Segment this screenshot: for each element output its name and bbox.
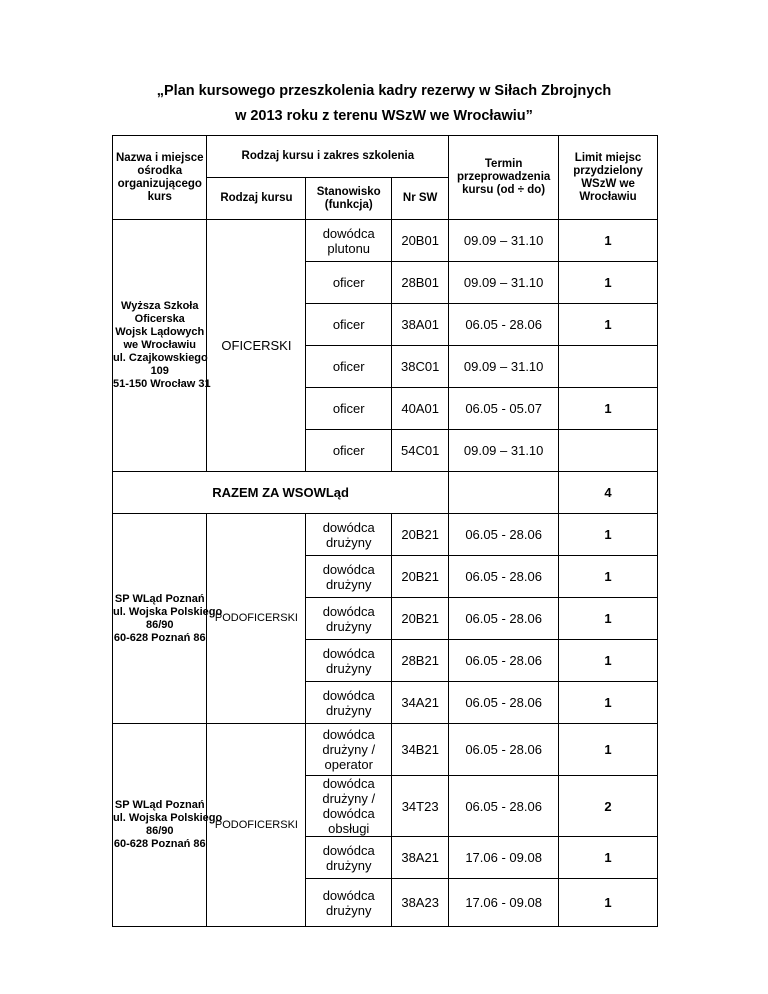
header-nr-sw: Nr SW (392, 178, 449, 220)
header-position: Stanowisko (funkcja) (306, 178, 392, 220)
organizer-line: ul. Czajkowskiego (113, 352, 208, 364)
position-cell: oficer (306, 346, 392, 388)
organizer-line: we Wrocławiu (123, 339, 197, 351)
position-cell: dowódca plutonu (306, 220, 392, 262)
limit-cell: 1 (559, 304, 658, 346)
limit-cell: 1 (559, 598, 658, 640)
nr-sw-cell: 38A21 (392, 837, 449, 879)
organizer-line: 86/90 (145, 825, 174, 837)
organizer-line: ul. Wojska Polskiego (113, 605, 223, 618)
limit-cell (559, 346, 658, 388)
term-cell: 06.05 - 28.06 (449, 514, 559, 556)
nr-sw-cell: 38C01 (392, 346, 449, 388)
term-cell: 09.09 – 31.10 (449, 346, 559, 388)
limit-cell: 1 (559, 388, 658, 430)
position-cell: dowódca drużyny (306, 837, 392, 879)
organizer-line: 60-628 Poznań 86 (113, 631, 206, 644)
header-limit: Limit miejsc przydzielony WSzW we Wrocławiu (559, 136, 658, 220)
table-row (113, 724, 658, 776)
nr-sw-cell: 40A01 (392, 388, 449, 430)
nr-sw-cell: 20B21 (392, 598, 449, 640)
position-cell: dowódca drużyny (306, 682, 392, 724)
organizer-cell (113, 514, 223, 724)
header-course-type: Rodzaj kursu (207, 178, 306, 220)
term-cell: 06.05 - 28.06 (449, 556, 559, 598)
term-cell: 06.05 - 28.06 (449, 776, 559, 837)
limit-cell: 1 (559, 220, 658, 262)
position-cell: dowódca drużyny (306, 598, 392, 640)
table-row (113, 220, 658, 262)
position-cell: oficer (306, 262, 392, 304)
limit-cell: 1 (559, 514, 658, 556)
organizer-line: Wyższa Szkoła (121, 300, 199, 312)
organizer-line: SP WLąd Poznań (114, 799, 205, 811)
term-cell: 06.05 - 28.06 (449, 682, 559, 724)
term-cell: 17.06 - 09.08 (449, 837, 559, 879)
term-cell: 06.05 - 28.06 (449, 724, 559, 776)
nr-sw-cell: 28B01 (392, 262, 449, 304)
nr-sw-cell: 20B21 (392, 556, 449, 598)
limit-cell: 1 (559, 262, 658, 304)
position-cell: dowódca drużyny (306, 514, 392, 556)
organizer-line: 60-628 Poznań 86 (113, 838, 206, 850)
course-type-cell: PODOFICERSKI (207, 724, 306, 927)
organizer-line: 86/90 (145, 618, 174, 631)
limit-cell: 1 (559, 556, 658, 598)
nr-sw-cell: 34T23 (392, 776, 449, 837)
term-cell: 09.09 – 31.10 (449, 220, 559, 262)
nr-sw-cell: 38A23 (392, 879, 449, 927)
organizer-line: 51-150 Wrocław 31 (113, 378, 211, 390)
limit-cell: 1 (559, 879, 658, 927)
document-title-line1: „Plan kursowego przeszkolenia kadry rezerwy w Siłach Zbrojnych (156, 83, 612, 99)
position-cell: dowódca drużyny (306, 879, 392, 927)
limit-cell: 1 (559, 724, 658, 776)
nr-sw-cell: 28B21 (392, 640, 449, 682)
term-cell: 06.05 - 28.06 (449, 640, 559, 682)
limit-cell: 1 (559, 837, 658, 879)
term-cell: 06.05 - 05.07 (449, 388, 559, 430)
term-cell: 09.09 – 31.10 (449, 430, 559, 472)
header-term: Termin przeprowadzenia kursu (od ÷ do) (449, 136, 559, 220)
total-empty (449, 472, 559, 514)
organizer-line: SP WLąd Poznań (114, 592, 205, 605)
position-cell: oficer (306, 388, 392, 430)
header-organizer: Nazwa i miejsce ośrodka organizującego kurs (113, 136, 207, 220)
term-cell: 06.05 - 28.06 (449, 304, 559, 346)
organizer-line: Oficerska (134, 313, 185, 325)
nr-sw-cell: 34A21 (392, 682, 449, 724)
course-type-cell: OFICERSKI (207, 220, 306, 472)
total-value: 4 (559, 472, 658, 514)
organizer-line: ul. Wojska Polskiego (113, 812, 223, 824)
nr-sw-cell: 20B21 (392, 514, 449, 556)
term-cell: 06.05 - 28.06 (449, 598, 559, 640)
course-plan-table (112, 135, 658, 927)
organizer-line: Wojsk Lądowych (115, 326, 205, 338)
organizer-cell (113, 220, 211, 472)
nr-sw-cell: 54C01 (392, 430, 449, 472)
position-cell: dowódca drużyny (306, 640, 392, 682)
term-cell: 17.06 - 09.08 (449, 879, 559, 927)
position-cell: oficer (306, 430, 392, 472)
nr-sw-cell: 38A01 (392, 304, 449, 346)
total-label: RAZEM ZA WSOWLąd (113, 472, 449, 514)
position-cell: dowódca drużyny (306, 556, 392, 598)
table-row (113, 514, 658, 556)
organizer-cell (113, 724, 223, 927)
course-type-cell: PODOFICERSKI (207, 514, 306, 724)
document-title-line2: w 2013 roku z terenu WSzW we Wrocławiu” (235, 108, 533, 124)
limit-cell: 1 (559, 682, 658, 724)
nr-sw-cell: 34B21 (392, 724, 449, 776)
term-cell: 09.09 – 31.10 (449, 262, 559, 304)
position-cell: oficer (306, 304, 392, 346)
position-cell: dowódca drużyny / dowódca obsługi (306, 776, 392, 837)
limit-cell (559, 430, 658, 472)
limit-cell: 2 (559, 776, 658, 837)
limit-cell: 1 (559, 640, 658, 682)
position-cell: dowódca drużyny / operator (306, 724, 392, 776)
nr-sw-cell: 20B01 (392, 220, 449, 262)
total-row (113, 472, 658, 514)
organizer-line: 109 (150, 365, 169, 377)
header-course-group: Rodzaj kursu i zakres szkolenia (207, 136, 449, 178)
